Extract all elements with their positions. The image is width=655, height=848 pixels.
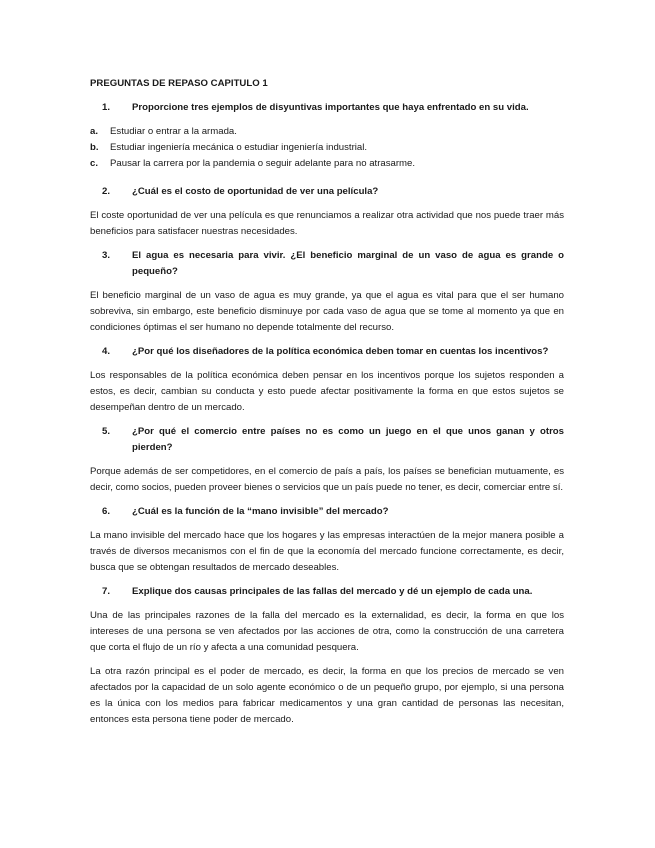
list-item bbox=[90, 124, 564, 140]
document-body bbox=[90, 76, 564, 736]
question-4 bbox=[90, 344, 564, 360]
question-text: ¿Por qué los diseñadores de la política económica deben tomar en cuentas los incentivos? bbox=[132, 346, 549, 357]
document-title: PREGUNTAS DE REPASO CAPITULO 1 bbox=[90, 78, 268, 89]
question-1 bbox=[90, 100, 564, 116]
question-text: ¿Cuál es la función de la “mano invisible” del mercado? bbox=[132, 506, 389, 517]
question-2 bbox=[90, 184, 564, 200]
question-text: Explique dos causas principales de las fallas del mercado y dé un ejemplo de cada una. bbox=[132, 586, 533, 597]
option-letter: b. bbox=[90, 142, 99, 153]
question-5 bbox=[90, 424, 564, 456]
question-3 bbox=[90, 248, 564, 280]
question-number: 1. bbox=[102, 102, 111, 113]
option-letter: a. bbox=[90, 126, 99, 137]
answer-paragraph: El beneficio marginal de un vaso de agua es muy grande, ya que el agua es vital para que el ser humano sobreviva, sin embargo, este beneficio disminuye por cada vaso de agua que se tome al momento ya que en condiciones óptimas el ser humano no depende totalmente del recurso. bbox=[90, 290, 564, 333]
answer-paragraph: Los responsables de la política económica deben pensar en los incentivos porque los sujetos responden a estos, es decir, cambian su conducta y esto puede afectar positivamente la forma en que estos sujetos se desempeñan dentro de un mercado. bbox=[90, 370, 564, 413]
option-text: Pausar la carrera por la pandemia o seguir adelante para no atrasarme. bbox=[110, 158, 416, 169]
question-number: 6. bbox=[102, 506, 111, 517]
question-6 bbox=[90, 504, 564, 520]
question-text: El agua es necesaria para vivir. ¿El beneficio marginal de un vaso de agua es grande o pequeño? bbox=[132, 250, 564, 277]
question-number: 5. bbox=[102, 426, 111, 437]
option-text: Estudiar o entrar a la armada. bbox=[110, 126, 237, 137]
answer-paragraph: El coste oportunidad de ver una película es que renunciamos a realizar otra actividad que nos puede traer más beneficios para satisfacer nuestras necesidades. bbox=[90, 210, 564, 237]
option-letter: c. bbox=[90, 158, 99, 169]
question-number: 3. bbox=[102, 250, 111, 261]
list-item bbox=[90, 156, 564, 172]
question-number: 7. bbox=[102, 586, 111, 597]
answer-options bbox=[90, 124, 564, 172]
question-text: Proporcione tres ejemplos de disyuntivas importantes que haya enfrentado en su vida. bbox=[132, 102, 529, 113]
answer-paragraph: La otra razón principal es el poder de mercado, es decir, la forma en que los precios de mercado se ven afectados por la capacidad de un solo agente económico o de un pequeño grupo, por ejemplo, si una persona es la única con los medios para fabricar medicamentos y una gran cantidad de personas las necesitan, entonces esta persona tiene poder de mercado. bbox=[90, 666, 564, 725]
option-text: Estudiar ingeniería mecánica o estudiar ingeniería industrial. bbox=[110, 142, 368, 153]
answer-paragraph: La mano invisible del mercado hace que los hogares y las empresas interactúen de la mejor manera posible a través de diversos mecanismos con el fin de que la economía del mercado funcione correctamente, es decir, busca que se obtengan resultados de mercado deseables. bbox=[90, 530, 564, 573]
question-text: ¿Por qué el comercio entre países no es como un juego en el que unos ganan y otros pierden? bbox=[132, 426, 564, 453]
list-item bbox=[90, 140, 564, 156]
question-text: ¿Cuál es el costo de oportunidad de ver una película? bbox=[132, 186, 379, 197]
question-7 bbox=[90, 584, 564, 600]
question-number: 4. bbox=[102, 346, 111, 357]
answer-paragraph: Porque además de ser competidores, en el comercio de país a país, los países se benefician mutuamente, es decir, como socios, pueden proveer bienes o servicios que un país puede no tener, es decir, comerciar entre sí. bbox=[90, 466, 564, 493]
question-number: 2. bbox=[102, 186, 111, 197]
answer-paragraph: Una de las principales razones de la falla del mercado es la externalidad, es decir, la forma en que los intereses de una persona se ven afectados por las acciones de otra, como la construcción de una carretera que corta el flujo de un río y afecta a una comunidad pesquera. bbox=[90, 610, 564, 653]
